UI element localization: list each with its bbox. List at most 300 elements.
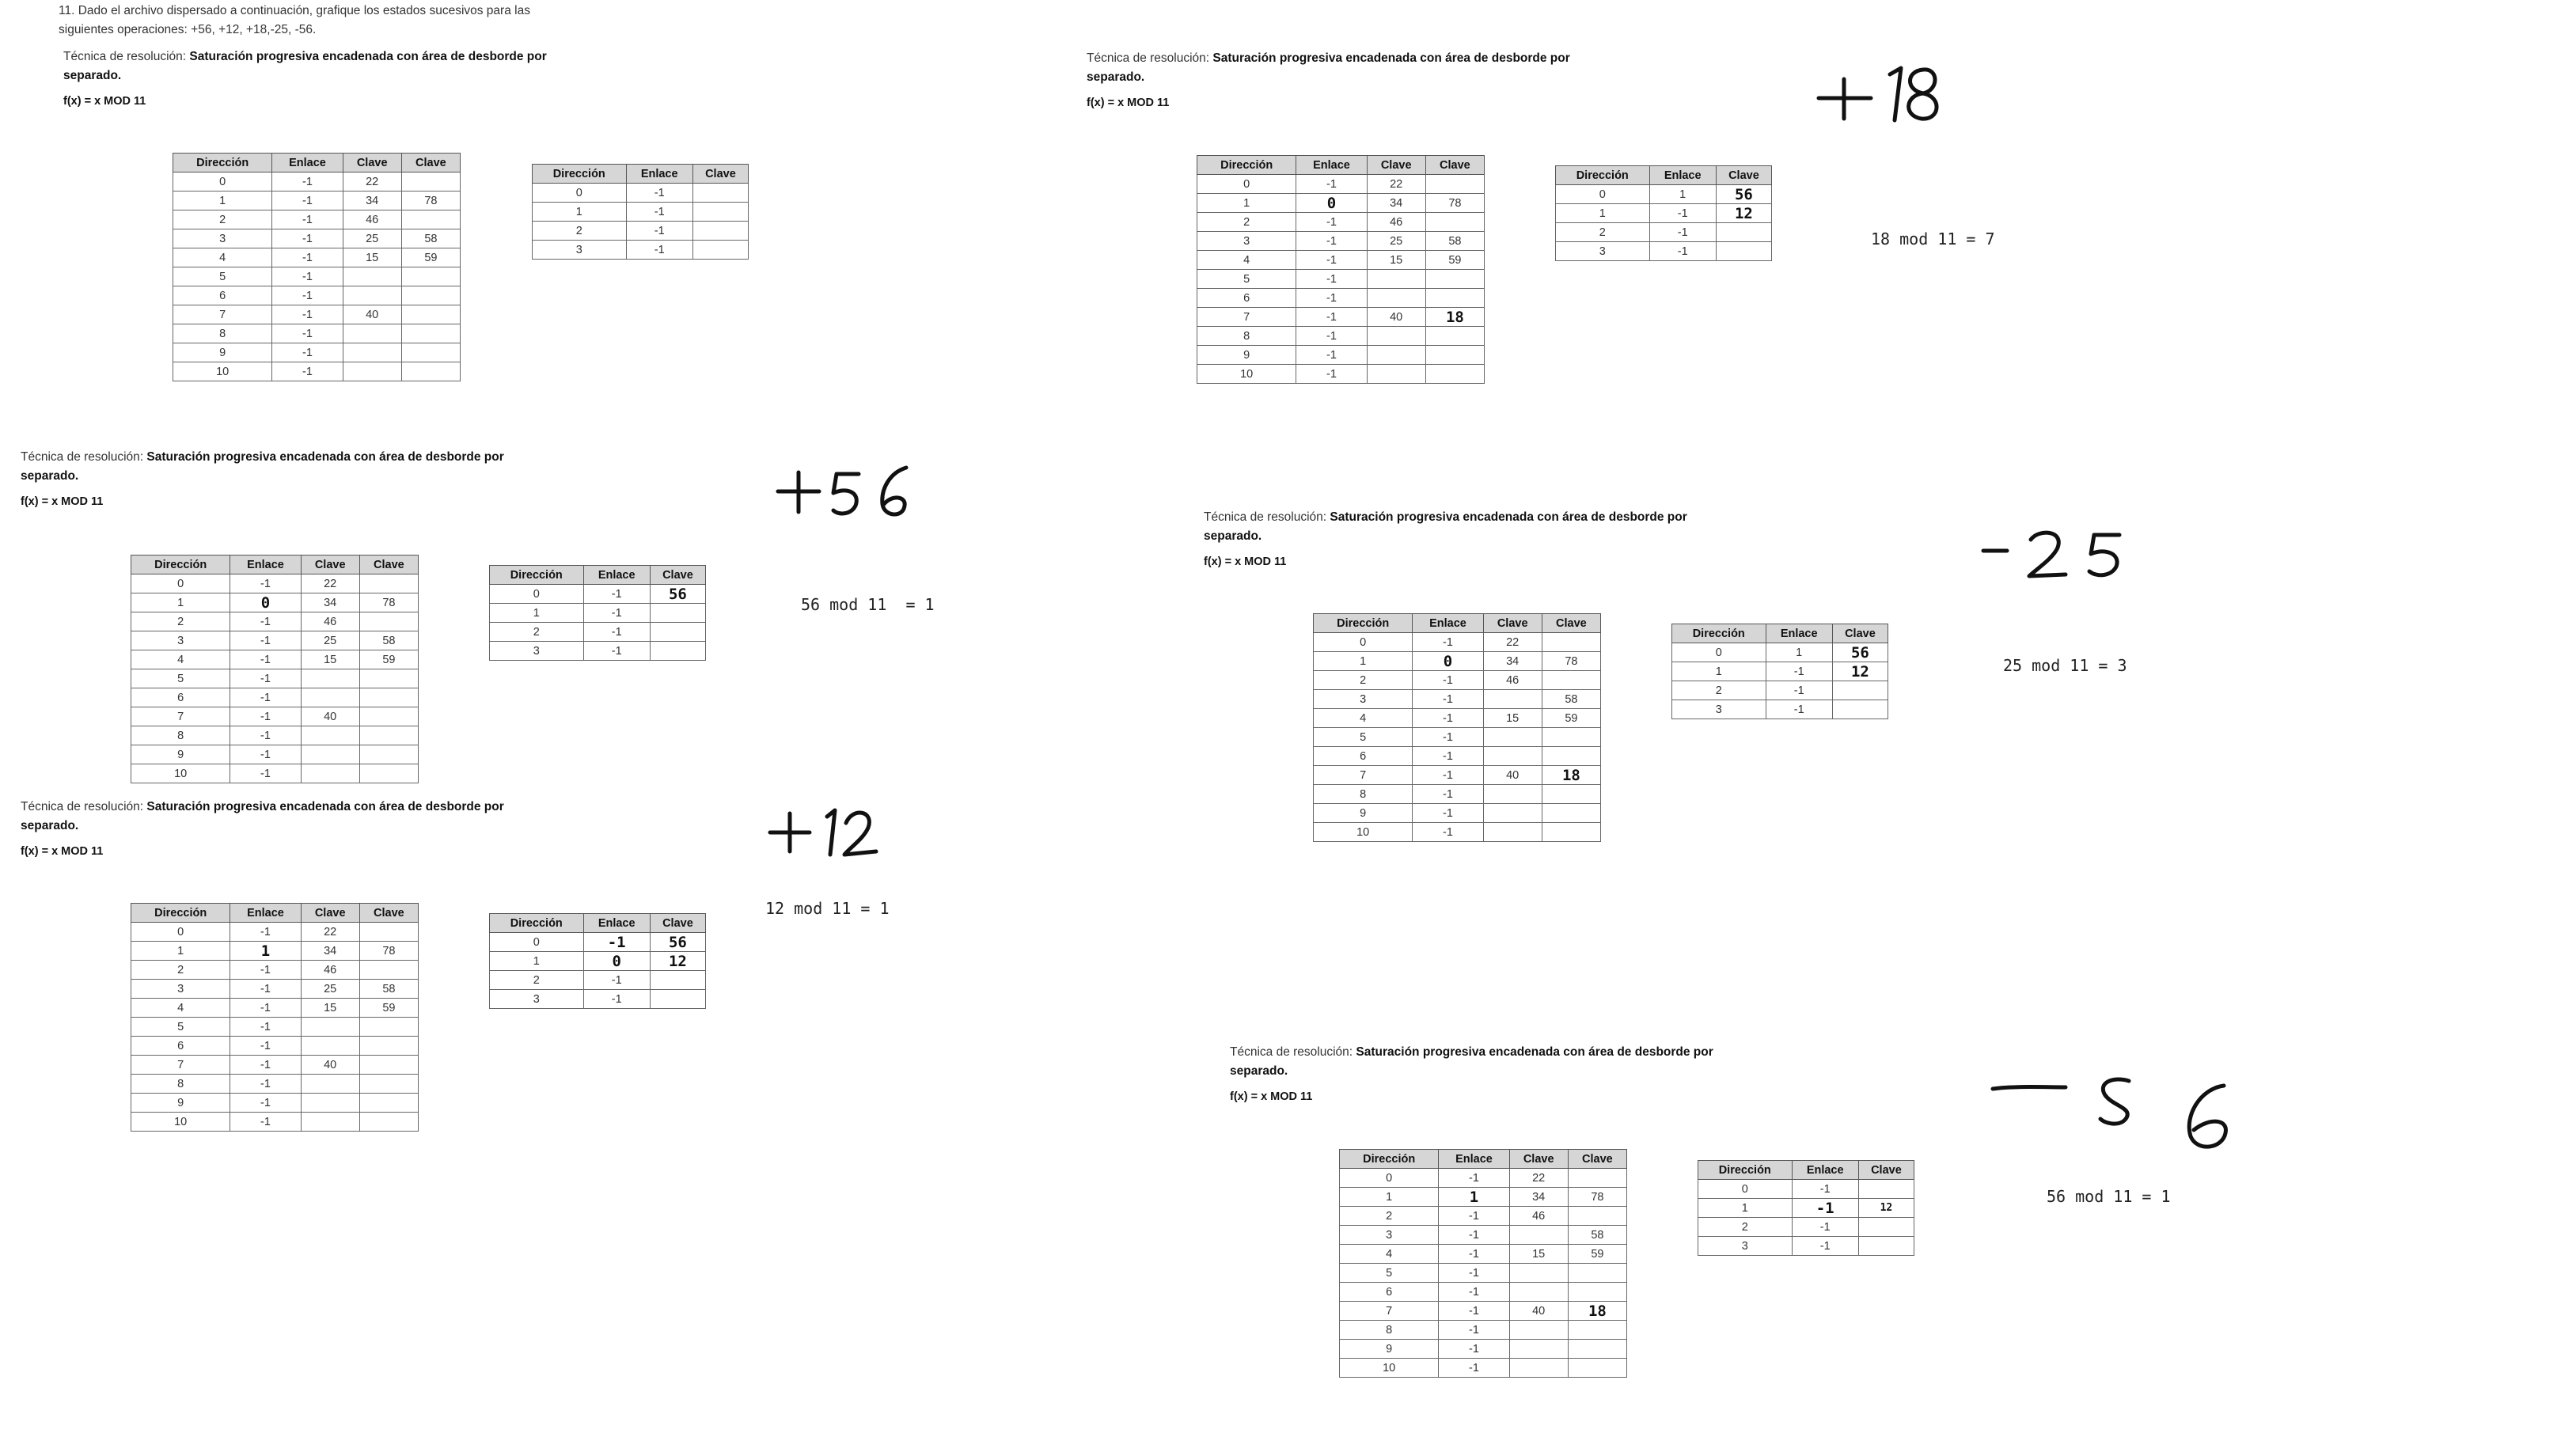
table-cell: 1 <box>1649 185 1716 204</box>
table-cell: 1 <box>1439 1188 1509 1207</box>
table-row <box>131 1094 419 1113</box>
hash-function: f(x) = x MOD 11 <box>1087 97 1170 109</box>
column-header: Clave <box>1483 614 1542 633</box>
table-cell: 0 <box>1340 1169 1439 1188</box>
table-cell: -1 <box>230 999 301 1018</box>
table-cell <box>401 362 460 381</box>
table-cell <box>1542 633 1600 652</box>
calc-minus56: 56 mod 11 = 1 <box>2047 1187 2171 1206</box>
problem-statement <box>59 2 613 40</box>
table-cell: 59 <box>401 248 460 267</box>
table-cell: 1 <box>1698 1199 1793 1218</box>
table-cell: 8 <box>1340 1321 1439 1340</box>
table-cell: 34 <box>301 942 359 961</box>
table-cell <box>1858 1218 1914 1237</box>
table-cell: 0 <box>1672 643 1766 662</box>
table-row <box>173 248 461 267</box>
table-cell <box>359 745 418 764</box>
overflow-table-plus56 <box>489 565 706 661</box>
table-row <box>173 305 461 324</box>
table-cell: 3 <box>490 642 584 661</box>
table-cell: 40 <box>301 707 359 726</box>
table-cell: 34 <box>1367 194 1425 213</box>
table-cell: 1 <box>1197 194 1296 213</box>
table-cell: 10 <box>173 362 272 381</box>
table-cell: -1 <box>1413 633 1483 652</box>
table-cell <box>692 203 748 222</box>
table-cell: 0 <box>230 593 301 612</box>
table-cell: 7 <box>1197 308 1296 327</box>
table-cell <box>1509 1264 1568 1283</box>
table-cell: -1 <box>230 764 301 783</box>
table-cell <box>1425 365 1484 384</box>
table-cell: -1 <box>583 933 650 952</box>
table-cell: 40 <box>1367 308 1425 327</box>
table-row <box>1314 633 1601 652</box>
column-header: Clave <box>359 555 418 574</box>
table-cell: 10 <box>131 1113 230 1132</box>
table-cell: 1 <box>490 604 584 623</box>
table-cell: -1 <box>1766 662 1832 681</box>
table-cell <box>1542 804 1600 823</box>
table-cell: -1 <box>230 612 301 631</box>
table-cell: 34 <box>1483 652 1542 671</box>
table-cell: 40 <box>1483 766 1542 785</box>
table-row <box>1314 728 1601 747</box>
main-table-plus18 <box>1197 155 1485 384</box>
column-header: Dirección <box>1698 1161 1793 1180</box>
table-header-row <box>131 555 419 574</box>
main-table-minus56 <box>1339 1149 1627 1378</box>
column-header: Clave <box>1858 1161 1914 1180</box>
table-cell: 7 <box>173 305 272 324</box>
table-cell: -1 <box>230 669 301 688</box>
table-cell: -1 <box>1413 671 1483 690</box>
table-cell <box>301 745 359 764</box>
table-cell: 78 <box>359 942 418 961</box>
table-cell: 22 <box>301 923 359 942</box>
table-cell: 3 <box>1672 700 1766 719</box>
table-cell <box>401 267 460 286</box>
table-row <box>1197 346 1485 365</box>
table-cell: 2 <box>533 222 627 241</box>
table-row <box>490 933 706 952</box>
table-cell: 3 <box>1340 1226 1439 1245</box>
table-cell: 15 <box>1509 1245 1568 1264</box>
table-row <box>490 971 706 990</box>
table-cell: 56 <box>1832 643 1888 662</box>
table-cell <box>1858 1237 1914 1256</box>
table-row <box>1314 690 1601 709</box>
table-row <box>131 1056 419 1075</box>
table-cell: 18 <box>1425 308 1484 327</box>
table-cell <box>1568 1283 1626 1302</box>
table-cell: 5 <box>131 669 230 688</box>
table-cell <box>359 726 418 745</box>
table-cell: -1 <box>1439 1226 1509 1245</box>
table-cell: 0 <box>1413 652 1483 671</box>
table-cell: 12 <box>650 952 705 971</box>
table-row <box>1556 242 1772 261</box>
table-header-row <box>1197 156 1485 175</box>
handwritten-operation-minus25 <box>1979 527 2137 582</box>
table-cell: 3 <box>131 631 230 650</box>
table-cell <box>1425 213 1484 232</box>
main-table-minus25 <box>1313 613 1601 842</box>
table-cell: -1 <box>1766 700 1832 719</box>
table-row <box>490 952 706 971</box>
table-cell: -1 <box>1296 289 1367 308</box>
table-row <box>1556 185 1772 204</box>
handwritten-operation-minus56 <box>1986 1075 2271 1154</box>
table-cell: 1 <box>533 203 627 222</box>
table-cell: 46 <box>301 961 359 980</box>
table-cell: 34 <box>343 191 401 210</box>
table-cell: -1 <box>272 324 343 343</box>
calc-plus56: 56 mod 11 = 1 <box>801 595 935 614</box>
table-cell: -1 <box>626 184 692 203</box>
table-cell: 15 <box>1483 709 1542 728</box>
table-cell <box>1483 747 1542 766</box>
column-header: Clave <box>1832 624 1888 643</box>
table-cell: -1 <box>1649 204 1716 223</box>
table-cell: -1 <box>1413 823 1483 842</box>
table-cell <box>1483 690 1542 709</box>
table-cell: 1 <box>1556 204 1650 223</box>
table-row <box>490 642 706 661</box>
table-cell: -1 <box>1792 1199 1858 1218</box>
table-row <box>1672 662 1888 681</box>
column-header: Enlace <box>1792 1161 1858 1180</box>
table-cell: -1 <box>1439 1283 1509 1302</box>
table-cell: 3 <box>1698 1237 1793 1256</box>
column-header: Clave <box>1542 614 1600 633</box>
table-cell: 9 <box>131 1094 230 1113</box>
table-cell <box>650 642 705 661</box>
hash-function: f(x) = x MOD 11 <box>21 495 104 508</box>
table-cell <box>301 1075 359 1094</box>
table-cell <box>1425 175 1484 194</box>
table-cell <box>401 324 460 343</box>
table-cell: 46 <box>1367 213 1425 232</box>
table-cell: 58 <box>359 631 418 650</box>
table-cell: 58 <box>1425 232 1484 251</box>
table-row <box>173 229 461 248</box>
technique-text: Técnica de resolución: Saturación progresiva encadenada con área de desborde por separado. <box>1204 510 1687 543</box>
table-cell: 2 <box>1314 671 1413 690</box>
table-cell: -1 <box>1792 1218 1858 1237</box>
column-header: Clave <box>301 555 359 574</box>
table-cell: 2 <box>1698 1218 1793 1237</box>
table-cell: 0 <box>490 933 584 952</box>
table-cell <box>359 612 418 631</box>
table-cell: 2 <box>1340 1207 1439 1226</box>
column-header: Enlace <box>1766 624 1832 643</box>
table-row <box>1698 1180 1914 1199</box>
tech-block-minus56 <box>1230 1043 1800 1103</box>
table-cell: 6 <box>1314 747 1413 766</box>
table-row <box>131 650 419 669</box>
table-cell: 8 <box>131 726 230 745</box>
table-row <box>533 241 749 260</box>
column-header: Enlace <box>1649 166 1716 185</box>
table-cell: -1 <box>272 173 343 191</box>
table-cell <box>301 1037 359 1056</box>
column-header: Dirección <box>131 555 230 574</box>
table-cell: -1 <box>230 961 301 980</box>
table-row <box>173 173 461 191</box>
table-cell: 56 <box>650 585 705 604</box>
table-row <box>1672 681 1888 700</box>
calc-plus18: 18 mod 11 = 7 <box>1871 229 1995 248</box>
table-cell: -1 <box>230 688 301 707</box>
table-cell: 1 <box>1314 652 1413 671</box>
table-cell <box>1483 823 1542 842</box>
table-cell: 46 <box>343 210 401 229</box>
table-cell <box>343 343 401 362</box>
table-cell: -1 <box>1439 1245 1509 1264</box>
table-cell: 18 <box>1568 1302 1626 1321</box>
table-cell <box>401 305 460 324</box>
overflow-table-minus25 <box>1671 624 1888 719</box>
table-row <box>490 585 706 604</box>
table-row <box>131 688 419 707</box>
technique-text: Técnica de resolución: Saturación progresiva encadenada con área de desborde por separado. <box>1230 1045 1713 1078</box>
table-cell: 56 <box>1716 185 1771 204</box>
table-row <box>131 999 419 1018</box>
table-cell: 12 <box>1832 662 1888 681</box>
column-header: Clave <box>1425 156 1484 175</box>
table-cell: 8 <box>1197 327 1296 346</box>
table-cell: 22 <box>301 574 359 593</box>
table-cell: 15 <box>301 650 359 669</box>
table-cell: 3 <box>490 990 584 1009</box>
table-cell: 25 <box>301 631 359 650</box>
table-cell <box>359 688 418 707</box>
technique-text: Técnica de resolución: Saturación progresiva encadenada con área de desborde por separado. <box>21 800 504 832</box>
table-cell: -1 <box>230 1094 301 1113</box>
table-cell: -1 <box>1296 232 1367 251</box>
table-cell <box>1425 270 1484 289</box>
table-cell: 5 <box>1314 728 1413 747</box>
table-row <box>1340 1283 1627 1302</box>
hash-function: f(x) = x MOD 11 <box>21 845 104 858</box>
table-cell <box>1568 1264 1626 1283</box>
table-cell <box>692 184 748 203</box>
table-cell <box>359 1075 418 1094</box>
table-cell: 0 <box>1314 633 1413 652</box>
table-row <box>1197 232 1485 251</box>
table-row <box>173 343 461 362</box>
table-cell: -1 <box>626 222 692 241</box>
table-row <box>131 961 419 980</box>
table-row <box>131 612 419 631</box>
table-cell <box>1568 1359 1626 1378</box>
table-cell: -1 <box>1439 1302 1509 1321</box>
problem-line-2: siguientes operaciones: +56, +12, +18,-25, -56. <box>59 23 317 36</box>
table-header-row <box>1314 614 1601 633</box>
table-cell: 59 <box>359 650 418 669</box>
table-cell: 7 <box>131 707 230 726</box>
table-cell: -1 <box>1766 681 1832 700</box>
table-cell: -1 <box>1296 346 1367 365</box>
column-header: Dirección <box>1314 614 1413 633</box>
table-cell <box>1483 728 1542 747</box>
table-cell: 7 <box>1314 766 1413 785</box>
column-header: Clave <box>343 154 401 173</box>
table-cell: 1 <box>131 942 230 961</box>
table-row <box>533 203 749 222</box>
table-cell: -1 <box>230 1075 301 1094</box>
table-cell <box>650 990 705 1009</box>
column-header: Clave <box>1568 1150 1626 1169</box>
table-cell <box>1568 1207 1626 1226</box>
table-cell <box>359 764 418 783</box>
table-cell: -1 <box>230 745 301 764</box>
overflow-table-plus12 <box>489 913 706 1009</box>
table-cell: -1 <box>272 305 343 324</box>
table-cell <box>359 707 418 726</box>
table-cell <box>692 241 748 260</box>
technique-text: Técnica de resolución: Saturación progresiva encadenada con área de desborde por separado. <box>21 450 504 483</box>
table-cell: 12 <box>1858 1199 1914 1218</box>
table-row <box>131 593 419 612</box>
table-cell <box>1367 346 1425 365</box>
table-cell: 4 <box>1340 1245 1439 1264</box>
table-cell: 8 <box>1314 785 1413 804</box>
table-cell <box>1542 785 1600 804</box>
table-cell: 1 <box>173 191 272 210</box>
table-cell: -1 <box>1649 242 1716 261</box>
table-row <box>131 574 419 593</box>
table-cell: 4 <box>131 650 230 669</box>
table-cell <box>343 267 401 286</box>
table-row <box>173 286 461 305</box>
main-table-plus56 <box>131 555 419 783</box>
overflow-table-minus56 <box>1698 1160 1914 1256</box>
table-cell <box>1509 1283 1568 1302</box>
table-row <box>1340 1359 1627 1378</box>
table-cell: -1 <box>1413 709 1483 728</box>
table-cell: 5 <box>1340 1264 1439 1283</box>
table-cell: -1 <box>1792 1180 1858 1199</box>
table-cell: 2 <box>173 210 272 229</box>
table-cell: 4 <box>1197 251 1296 270</box>
table-row <box>1197 175 1485 194</box>
table-cell: -1 <box>1792 1237 1858 1256</box>
table-cell: 9 <box>1197 346 1296 365</box>
table-cell: 6 <box>131 1037 230 1056</box>
column-header: Enlace <box>1413 614 1483 633</box>
table-row <box>131 707 419 726</box>
table-cell: 34 <box>301 593 359 612</box>
table-cell: 58 <box>1568 1226 1626 1245</box>
table-cell: 4 <box>1314 709 1413 728</box>
table-row <box>131 764 419 783</box>
table-cell: -1 <box>1439 1321 1509 1340</box>
table-row <box>1197 289 1485 308</box>
table-cell <box>343 324 401 343</box>
table-row <box>1197 308 1485 327</box>
table-cell: 7 <box>131 1056 230 1075</box>
table-row <box>1340 1188 1627 1207</box>
table-row <box>1672 643 1888 662</box>
column-header: Dirección <box>533 165 627 184</box>
table-row <box>1340 1302 1627 1321</box>
column-header: Dirección <box>1672 624 1766 643</box>
table-cell: 6 <box>1340 1283 1439 1302</box>
table-cell: -1 <box>230 1037 301 1056</box>
table-cell <box>1367 365 1425 384</box>
table-cell <box>1716 242 1771 261</box>
table-cell: -1 <box>230 631 301 650</box>
column-header: Clave <box>692 165 748 184</box>
table-cell <box>301 764 359 783</box>
table-cell <box>1509 1340 1568 1359</box>
table-cell <box>650 604 705 623</box>
table-cell <box>401 286 460 305</box>
column-header: Enlace <box>230 904 301 923</box>
table-cell: 1 <box>1340 1188 1439 1207</box>
column-header: Clave <box>650 914 705 933</box>
column-header: Enlace <box>583 566 650 585</box>
table-cell: 3 <box>1314 690 1413 709</box>
table-cell <box>359 1094 418 1113</box>
table-cell: -1 <box>230 1018 301 1037</box>
overflow-table-initial <box>532 164 749 260</box>
table-cell: 6 <box>173 286 272 305</box>
table-cell: -1 <box>272 191 343 210</box>
handwritten-operation-plus18 <box>1812 63 1963 127</box>
table-cell: 15 <box>301 999 359 1018</box>
table-row <box>1197 270 1485 289</box>
table-cell: -1 <box>1413 747 1483 766</box>
column-header: Clave <box>650 566 705 585</box>
table-row <box>131 745 419 764</box>
table-cell: -1 <box>230 1056 301 1075</box>
table-cell: 2 <box>131 612 230 631</box>
table-cell <box>301 669 359 688</box>
calc-plus12: 12 mod 11 = 1 <box>765 899 890 918</box>
table-cell: -1 <box>1413 766 1483 785</box>
tech-block-plus18 <box>1087 49 1656 109</box>
table-cell: -1 <box>1413 728 1483 747</box>
table-row <box>533 222 749 241</box>
table-cell: 0 <box>131 574 230 593</box>
table-cell: -1 <box>583 604 650 623</box>
table-cell: -1 <box>1413 804 1483 823</box>
table-row <box>1197 251 1485 270</box>
table-cell: -1 <box>272 286 343 305</box>
table-cell <box>301 1113 359 1132</box>
column-header: Enlace <box>230 555 301 574</box>
column-header: Clave <box>1367 156 1425 175</box>
table-cell: 8 <box>131 1075 230 1094</box>
table-cell: -1 <box>1296 213 1367 232</box>
table-cell <box>1858 1180 1914 1199</box>
table-cell: 1 <box>490 952 584 971</box>
table-row <box>1340 1207 1627 1226</box>
column-header: Enlace <box>583 914 650 933</box>
table-cell: -1 <box>272 343 343 362</box>
tech-block-plus56 <box>21 448 590 508</box>
table-row <box>1340 1340 1627 1359</box>
column-header: Dirección <box>1197 156 1296 175</box>
table-row <box>173 362 461 381</box>
table-row <box>131 1113 419 1132</box>
table-row <box>173 191 461 210</box>
table-cell: 1 <box>131 593 230 612</box>
